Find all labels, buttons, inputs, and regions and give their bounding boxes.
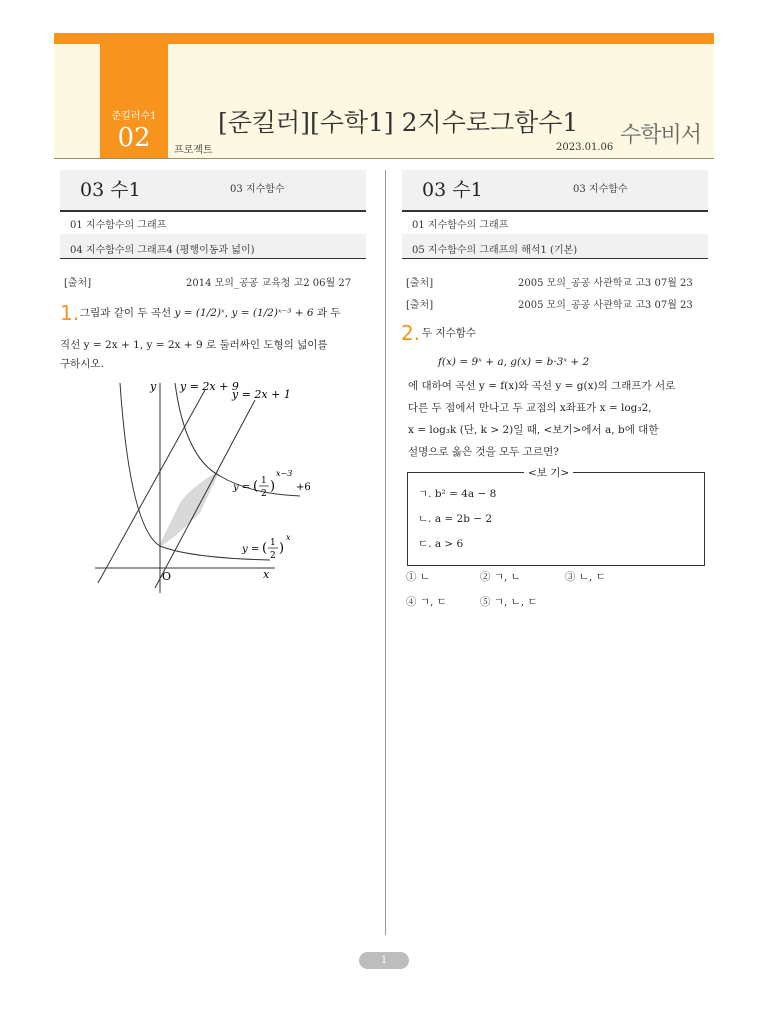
right-source-label-1: [출처] — [406, 278, 434, 289]
question-2-intro: 두 지수함수 — [422, 327, 477, 339]
curve-a-frac-den: 2 — [270, 551, 276, 561]
header-accent-bar — [54, 33, 714, 44]
curve-b-frac-num: 1 — [261, 476, 267, 486]
bogi-item-2: ㄴ. a = 2b − 2 — [418, 513, 493, 525]
project-label: 프로젝트 — [174, 145, 213, 156]
question-2-body-line1: 에 대하여 곡선 y = f(x)와 곡선 y = g(x)의 그래프가 서로 — [408, 380, 676, 392]
curve-a-paren-left: ( — [262, 541, 268, 556]
curve-half-x — [120, 383, 270, 560]
curve-b-tail: +6 — [296, 482, 311, 493]
curve-a-frac-num: 1 — [270, 538, 276, 548]
line-2x-plus-9 — [98, 390, 205, 583]
left-subunit-row: 04 지수함수의 그래프4 (평행이동과 넓이) — [70, 245, 255, 256]
bogi-title: <보 기> — [524, 465, 573, 480]
line-2x-plus-1 — [155, 400, 255, 588]
answer-option-3: ③ ㄴ, ㄷ — [565, 571, 606, 583]
curve-a-label-prefix: y = — [242, 544, 260, 555]
curve-b-paren-left: ( — [253, 479, 259, 494]
question-1-text-line2: 직선 y = 2x + 1, y = 2x + 9 로 둘러싸인 도형의 넓이를 — [60, 339, 328, 351]
left-section-code: 03 수1 — [80, 179, 141, 201]
right-source-text-1: 2005 모의_공공 사관학교 고3 07월 23 — [518, 278, 693, 289]
line-a-label: y = 2x + 9 — [180, 380, 239, 393]
q1-curve-a: y = (1/2)ˣ — [174, 307, 225, 319]
left-source-label: [출처] — [64, 278, 92, 289]
right-source-label-2: [출처] — [406, 300, 434, 311]
x-axis-label: x — [263, 568, 270, 581]
question-2-functions: f(x) = 9ˣ + a, g(x) = b·3ˣ + 2 — [438, 356, 590, 368]
curve-a-exponent: x — [286, 533, 291, 542]
right-unit-row: 01 지수함수의 그래프 — [412, 220, 509, 231]
question-1-text-line3: 구하시오. — [60, 358, 104, 370]
question-2-body-line2: 다른 두 점에서 만나고 두 교점의 x좌표가 x = log₃2, — [408, 402, 652, 414]
bogi-item-1: ㄱ. b² = 4a − 8 — [418, 488, 497, 500]
bogi-item-3: ㄷ. a > 6 — [418, 538, 464, 550]
right-section-code: 03 수1 — [422, 179, 483, 201]
chapter-tab-number: 02 — [117, 123, 151, 153]
page-number: 1 — [359, 952, 409, 969]
question-1-number: 1. — [60, 301, 80, 325]
left-source-text: 2014 모의_공공 교육청 고2 06월 27 — [186, 278, 352, 289]
curve-b-frac-den: 2 — [261, 489, 267, 499]
answer-option-1: ① ㄴ — [406, 571, 430, 583]
question-2-body-line3: x = log₃k (단, k > 2)일 때, <보기>에서 a, b에 대한 — [408, 424, 659, 436]
document-date: 2023.01.06 — [556, 142, 614, 153]
question-2-number: 2. — [401, 321, 421, 345]
line-b-label: y = 2x + 1 — [232, 388, 291, 401]
y-axis-label: y — [150, 380, 157, 393]
curve-b-exponent: x−3 — [276, 469, 293, 478]
answer-option-4: ④ ㄱ, ㄷ — [406, 596, 447, 608]
chapter-tab-label: 준킬러수1 — [111, 111, 157, 122]
curve-b-paren-right: ) — [270, 479, 276, 494]
left-section-topic: 03 지수함수 — [230, 184, 285, 195]
answer-option-5: ⑤ ㄱ, ㄴ, ㄷ — [480, 596, 538, 608]
q1-curve-b: y = (1/2)ˣ⁻³ + 6 — [231, 307, 314, 319]
right-subunit-row: 05 지수함수의 그래프의 해석1 (기본) — [412, 245, 578, 256]
left-unit-row: 01 지수함수의 그래프 — [70, 220, 167, 231]
curve-b-label-prefix: y = — [233, 482, 251, 493]
brand-logo: 수학비서 — [620, 123, 702, 148]
question-1-graph — [90, 378, 320, 598]
shaded-region — [158, 470, 220, 548]
origin-label: O — [162, 570, 172, 583]
right-section-topic: 03 지수함수 — [573, 184, 628, 195]
right-source-text-2: 2005 모의_공공 사관학교 고3 07월 23 — [518, 300, 693, 311]
question-1-text-line1: 그림과 같이 두 곡선 y = (1/2)ˣ, y = (1/2)ˣ⁻³ + 6 과 두 — [80, 307, 341, 319]
question-2-body-line4: 설명으로 옳은 것을 모두 고르면? — [408, 446, 559, 458]
answer-option-2: ② ㄱ, ㄴ — [480, 571, 521, 583]
curve-a-paren-right: ) — [279, 541, 285, 556]
document-title: [준킬러][수학1] 2지수로그함수1 — [218, 108, 579, 137]
column-divider — [385, 170, 386, 935]
